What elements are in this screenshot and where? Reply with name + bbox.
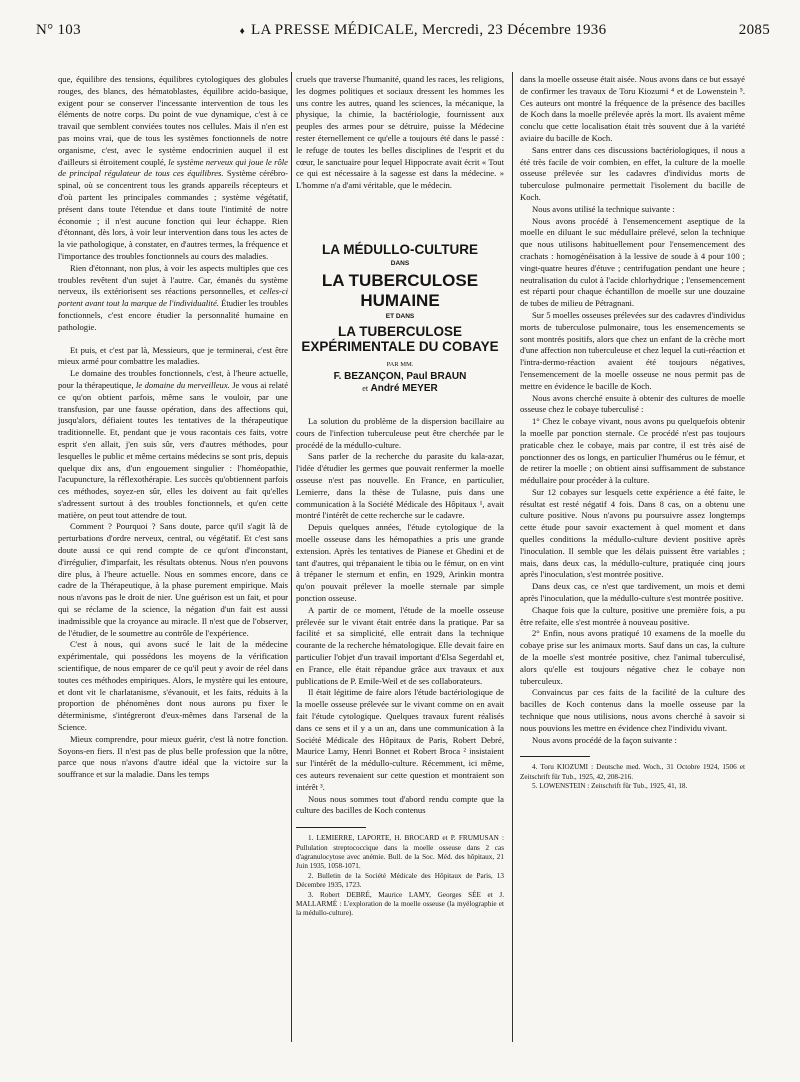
paragraph: Le domaine des troubles fonctionnels, c'est, à l'heure actuelle, pour la thérapeutique, le domaine du merveilleux. Je vous ai relaté ce qu'on obtient parfois, même sans le vouloir, par une transfusion, par une fausse opération, dans des affections qui, jusqu'alors, défiaient toutes les tentatives de la thérapeutique traditionnelle. Et, pendant que je vous racontais ces faits, votre esprit s'en allait, j'en suis sûr, vers d'autres méthodes, pour lesquelles le public et même certains médecins se sont pris, depuis quelque dix ans, d'un engouement singulier : l'homéopathie, l'acupuncture, la réflexothérapie. Les succès qu'obtiennent parfois ces méthodes, soyez-en sûr, elles les doivent au fait qu'elles s'adressent surtout à des troubles fonctionnels, et qu'en cette matière, on peut tout attendre de tout. [58,368,289,520]
column-divider [512,72,513,1042]
article-title-et-dans: ET DANS [385,313,415,321]
paragraph: Sur 5 moelles osseuses prélevées sur des cadavres d'individus morts de tuberculose pulmonaire, tous les ensemencements se sont montrés positifs, alors que chez un enfant de la crèche mort d'une affection non tuberculeuse et chez lequel la cuti-réaction et l'intra-dermo-réaction avaient été toujours négatives, l'ensemencement de la moelle osseuse ne nous permit pas de mettre en évidence le bacille de Koch. [520,309,745,391]
article-title-line1: LA MÉDULLO-CULTURE [322,241,478,257]
masthead-title [156,22,690,39]
paragraph: Rien d'étonnant, non plus, à voir les aspects multiples que ces troubles revêtent d'un sujet à l'autre. Car, émanés du système nerveux, ils extériorisent ses réactions personnelles, et celles-ci portent avant tout la marque de l'individualité. Étudier les troubles fonctionnels, c'est encore étudier la personnalité humaine en pathologie. [58,262,288,332]
paragraph: 1° Chez le cobaye vivant, nous avons pu quelquefois obtenir la moelle par ponction sternale. Ce procédé n'est pas toujours praticable chez le cobaye, mais par contre, il est très aisé de ponctionner des os longs, en particulier l'humérus ou le fémur, et de retirer la moelle ; on obtient ainsi suffisamment de substance médullaire pour procéder à la culture. [520,416,745,486]
paragraph: Il était légitime de faire alors l'étude bactériologique de la moelle osseuse prélevée sur le vivant comme on en avait fait l'étude cytologique. Quelques travaux furent réalisés dans ce sens et il y a un an, dans une communication à la Société Médicale des Hôpitaux de Paris, Robert Debré, Maurice Lamy, Henri Bonnet et Robert Broca ² insistaient sur l'intérêt de la médullo-culture. Récemment, ici même, ces auteurs revenaient sur cette question et montraient son intérêt ³. [296,687,504,792]
column-divider [291,72,292,1042]
paragraph: Sans entrer dans ces discussions bactériologiques, il nous a été très facile de voir combien, en effet, la culture de la moelle osseuse prélevée sur les cadavres d'individus morts de tuberculose pulmonaire permettait l'isolement du bacille de Koch. [520,144,745,202]
paragraph: cruels que traverse l'humanité, quand les races, les religions, les dogmes politiques et sociaux dressent les hommes les uns contre les autres, quand les sciences, la mécanique, la physique, la chimie, la bactériologie, fournissent aux peuples des armes pour se détruire, puisse la Médecine rester éternellement ce qu'elle a toujours été dans le passé : le refuge de toutes les belles disciplines de l'esprit et du cœur, le sanctuaire pour lequel Hippocrate avait écrit « Tout ce qui est nécessaire à la sagesse est dans la médecine. » L'homme n'a d'ami véritable, que le médecin. [296,74,504,191]
paragraph: Nous avons utilisé la technique suivante : [532,203,675,214]
paragraph: Dans deux cas, ce n'est que tardivement, un mois et demi après l'inoculation, que la médullo-culture s'est montrée positive. [520,581,745,604]
paragraph: 2° Enfin, nous avons pratiqué 10 examens de la moelle du cobaye prise sur les animaux morts. Sauf dans un cas, la culture de la moelle s'est montrée positive, chez l'animal tuberculisé, alors qu'elle est toujours négative chez le cobaye non tuberculeux. [520,628,745,686]
paragraph: que, équilibre des tensions, équilibres cytologiques des globules rouges, des blancs, des hématoblastes, équilibre acido-basique, exigent pour se conserver l'incessante intervention de tous les éléments de notre corps. Du point de vue dynamique, c'est à ce travail que semblent conviées toutes nos cellules. Mais il n'en est pas moins vrai, que de tous les systèmes fonctionnels de notre organisme, c'est, avec le système endocrinien auquel il est d'ailleurs si étroitement couplé, le système nerveux qui joue le rôle de principal régulateur de tous ces équilibres. Système cérébro-spinal, où se concentrent tous les grands appareils récepteurs et d'où partent les principales commandes ; système végétatif, présent dans toute l'étendue et dans toute l'intimité de notre économie ; il n'est aucune fonction qui leur échappe. Rien d'étonnant, dès lors, à voir leur intervention dans tous les actes de la vie pathologique, à constater, en d'autres termes, la fréquence et l'importance des troubles fonctionnels au cours des maladies. [58,74,288,261]
footnote-rule [520,756,590,757]
column-1 [58,74,288,781]
paragraph: La solution du problème de la dispersion bacillaire au cours de l'infection tuberculeuse peut être cherchée par le procédé de la médullo-culture. [296,416,504,450]
diamond-icon: ♦ [239,26,245,37]
article-title-line3: LA TUBERCULOSE EXPÉRIMENTALE DU COBAYE [301,323,499,355]
issue-number: N° 103 [36,22,81,38]
article-title-line2: LA TUBERCULOSE HUMAINE [321,270,479,310]
footnote: 1. LEMIERRE, LAPORTE, H. BROCARD et P. FRUMUSAN : Pullulation streptococcique dans la moelle osseuse dans 2 cas d'agranulocytose avec anémie. Bull. de la Soc. Méd. des hôpitaux, 21 Juin 1935, 1058-1071. [296,834,504,871]
footnote: 5. LOWENSTEIN : Zeitschrift für Tub., 1925, 41, 18. [532,782,688,791]
masthead-text: LA PRESSE MÉDICALE, Mercredi, 23 Décembre 1936 [250,22,607,38]
paragraph: Mieux comprendre, pour mieux guérir, c'est là notre fonction. Soyons-en fiers. Il n'est pas de plus belle profession que la nôtre, parce que nous n'avons d'autre idéal que la victoire sur la souffrance et sur la maladie. Dans les temps [58,733,288,780]
footnote: 3. Robert DEBRÉ, Maurice LAMY, Georges SÉE et J. MALLARMÉ : L'exploration de la moelle osseuse (la myélographie et la médullo-culture). [296,890,504,918]
footnote-rule [296,827,366,828]
authors-line1: F. BEZANÇON, Paul BRAUN [333,371,467,383]
article-title-dans: DANS [390,260,410,268]
paragraph: Comment ? Pourquoi ? Sans doute, parce qu'il s'agit là de perturbations d'ordre nerveux, central, ou végétatif. Et c'est sans doute aussi ce qui rend compte de ce qu'ont d'inconstant, d'irrégulier, d'imparfait, les résultats obtenus. Nous n'en pouvons dire plus, à l'heure actuelle. Nous en sommes encore, dans ce cadre de la Thérapeutique, à la phase purement empirique. Mais nous n'avons pas le droit de nier. Une guérison est un fait, et pour qui se réclame de la science, la négation d'un fait est aussi inadmissible que la croyance au miracle. Il n'est que de l'observer, de l'étudier, de le soumettre au contrôle de l'expérience. [58,521,288,638]
paragraph: A partir de ce moment, l'étude de la moelle osseuse prélevée sur le vivant était entrée dans la pratique. Par sa facilité et sa simplicité, elle entrait dans la technique courante de la recherche hématologique. Elle devait faire en particulier l'objet d'un travail important d'Elsa Segerdahl et, en France, elle était répandue grâce aux travaux et aux publications de P. Emile-Weil et de ses collaborateurs. [296,604,504,686]
page-header [36,22,770,52]
paragraph: Nous avons procédé de la façon suivante : [532,734,677,745]
article-title-block [296,242,504,394]
page-number: 2085 [738,22,770,38]
paragraph: Nous avons cherché ensuite à obtenir des cultures de moelle osseuse chez le cobaye tuberculisé : [520,392,745,415]
paragraph: Et puis, et c'est par là, Messieurs, que je terminerai, c'est être mieux armé pour combattre les maladies. [58,344,288,367]
paragraph: Convaincus par ces faits de la facilité de la culture des bacilles de Koch contenus dans la moelle osseuse par la technique que nous utilisions, nous avons cherché à savoir si nous pouvions les mettre en évidence chez l'individu vivant. [520,687,745,733]
column-3 [520,74,745,792]
paragraph: Sur 12 cobayes sur lesquels cette expérience a été faite, le résultat est resté négatif 4 fois. Dans 8 cas, on a obtenu une culture positive. Nous n'avons pu poursuivre assez longtemps cette étude pour savoir exactement à quel moment et dans quelles conditions la médullo-culture devient positive après l'inoculation. Il semble que les délais puissent être variables ; mais, dans deux cas, la médullo-culture, pratiquée cinq jours après l'inoculation, s'est montrée positive. [520,486,745,580]
byline-par: PAR MM. [386,360,414,368]
paragraph: Nous avons procédé à l'ensemencement aseptique de la moelle en diluant le suc médullaire prélevé, selon la technique que nous utilisons habituellement pour l'ensemencement des crachats : homogénéisation à la lessive de soude à 4 pour 100 ; vingt-quatre heures d'étuve ; centrifugation pendant une heure ; neutralisation du culot à l'acide chlorhydrique ; l'ensemencement est réparti pour chaque échantillon de moelle sur une douzaine de tubes de milieu de Pétragnani. [520,215,745,309]
column-2 [296,74,504,919]
footnote: 4. Toru KIOZUMI : Deutsche med. Woch., 31 Octobre 1924, 1506 et Zeitschrift für Tub., 1925, 42, 208-216. [520,763,745,781]
footnote: 2. Bulletin de la Société Médicale des Hôpitaux de Paris, 13 Décembre 1935, 1723. [296,871,504,890]
authors-line2: et André MEYER [362,382,438,394]
paragraph: Nous nous sommes tout d'abord rendu compte que la culture des bacilles de Koch contenus [296,793,504,816]
paragraph: Sans parler de la recherche du parasite du kala-azar, l'idée d'étudier les germes que pouvait renfermer la moelle osseuse n'est pas nouvelle. En France, en particulier, Lemierre, dans la thèse de Tulasne, puis dans une communication à la Société Médicale des Hôpitaux ¹, avait montré l'intérêt de cette recherche sur le cadavre. [296,451,504,521]
paragraph: C'est à nous, qui avons sucé le lait de la médecine expérimentale, qui possédons les moyens de la vérification scientifique, de nous emparer de ce qu'il peut y avoir de réel dans toutes ces méthodes empiriques. Alors, le mystère qui les entoure, et dont vit le charlatanisme, s'évanouit, et les faits, réduits à la proportion de phénomènes dont nous aurons pu fixer le déterminisme, s'intégreront d'eux-mêmes dans l'arsenal de la Science. [58,639,288,733]
paragraph: Chaque fois que la culture, positive une première fois, a pu être refaite, elle s'est montrée à nouveau positive. [520,604,745,627]
paragraph: dans la moelle osseuse était aisée. Nous avons dans ce but essayé de confirmer les travaux de Toru Kiozumi ⁴ et de Lowenstein ⁵. Ces auteurs ont montré la fréquence de la présence des bacilles de Koch dans la moelle prélevée après la mort. Ils avaient même conclu que cette localisation était très souvent due à la variété aviaire du bacille de Koch. [520,74,745,143]
paragraph: Depuis quelques années, l'étude cytologique de la moelle osseuse dans les hémopathies a pris une grande extension. Après les tentatives de Pianese et Ghedini et de tant d'autres, qui trépanaient le tibia ou le fémur, on en vint à trépaner le sternum et enfin, en 1929, Arinkin montra qu'on pouvait prélever la moelle sternale par simple ponction osseuse. [296,522,504,603]
